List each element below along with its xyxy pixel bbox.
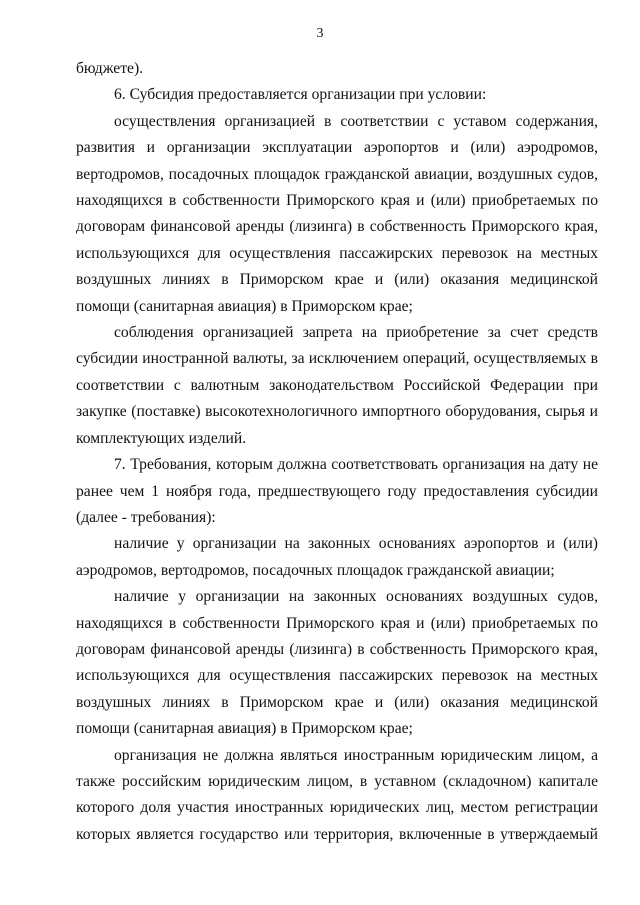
paragraph-7: 7. Требования, которым должна соответствовать организация на дату не ранее чем 1 ноября года, предшествующего году предоставления субсидии (далее - требования): — [76, 456, 598, 526]
paragraph-7-foreign-entity: организация не должна являться иностранным юридическим лицом, а также российским юридическим лицом, в уставном (складочном) капитале которого доля участия иностранных юридических лиц, местом регистрации которых является государство или территория, включенные в утверждаемый — [76, 746, 598, 843]
paragraph-budget-end: бюджете). — [76, 60, 144, 77]
paragraph-7-airports: наличие у организации на законных основаниях аэропортов и (или) аэродромов, вертодромов, посадочных площадок гражданской авиации; — [76, 535, 598, 579]
paragraph-6: 6. Субсидия предоставляется организации при условии: — [114, 86, 487, 104]
paragraph-6-condition-maintenance: осуществления организацией в соответствии с уставом содержания, развития и организации эксплуатации аэропортов и (или) аэродромов, вертодромов, посадочных площадок гражданской авиации, воздушных судов, находящихся в собственности Приморского края и (или) приобретаемых по договорам финансовой аренды (лизинга) в собственность Приморского края, использующихся для осуществления пассажирских перевозок на местных воздушных линиях в Приморском крае и (или) оказания медицинской помощи (санитарная авиация) в Приморском крае; — [76, 112, 598, 315]
paragraph-7-aircraft: наличие у организации на законных основаниях воздушных судов, находящихся в собственности Приморского края и (или) приобретаемых по договорам финансовой аренды (лизинга) в собственность Приморского края, использующихся для осуществления пассажирских перевозок на местных воздушных линиях в Приморском крае и (или) оказания медицинской помощи (санитарная авиация) в Приморском крае; — [76, 588, 598, 738]
paragraph-6-condition-currency: соблюдения организацией запрета на приобретение за счет средств субсидии иностранной валюты, за исключением операций, осуществляемых в соответствии с валютным законодательством Российской Федерации при закупке (поставке) высокотехнологичного импортного оборудования, сырья и комплектующих изделий. — [76, 324, 598, 447]
page-number: 3 — [316, 26, 324, 41]
document-body — [76, 56, 598, 848]
